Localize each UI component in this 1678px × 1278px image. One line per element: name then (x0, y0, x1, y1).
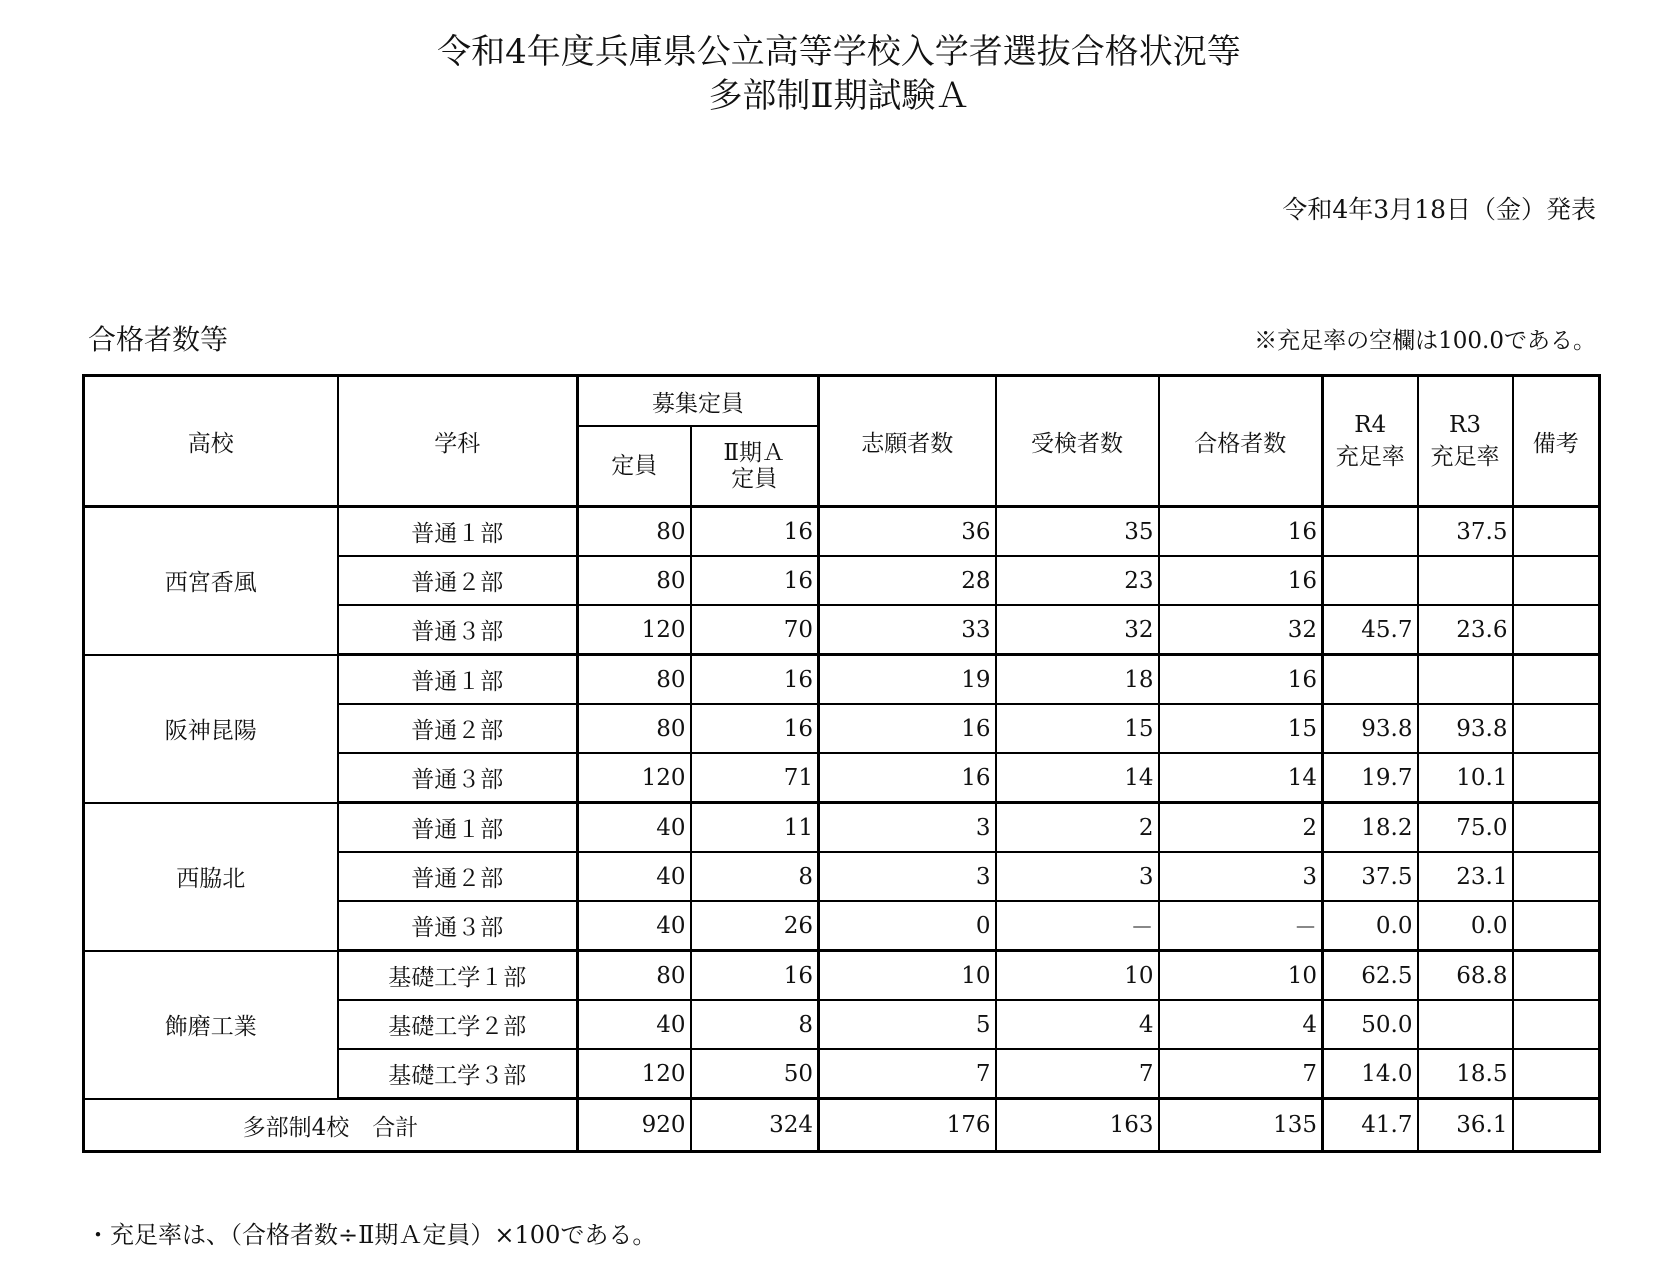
phase2a-cell: 16 (691, 704, 819, 753)
r4-rate-cell: 50.0 (1323, 1000, 1418, 1049)
phase2a-cell: 70 (691, 605, 819, 655)
examinees-cell: 15 (996, 704, 1159, 753)
total-r3-rate: 36.1 (1418, 1099, 1513, 1152)
r4-rate-cell: 18.2 (1323, 803, 1418, 853)
passed-cell: 15 (1159, 704, 1323, 753)
examinees-cell: 35 (996, 507, 1159, 557)
r3-rate-cell: 10.1 (1418, 753, 1513, 803)
capacity-cell: 120 (578, 605, 691, 655)
document-title (0, 30, 1678, 118)
applicants-cell: 3 (819, 803, 996, 853)
total-phase2a: 324 (691, 1099, 819, 1152)
examinees-cell: 7 (996, 1049, 1159, 1099)
applicants-cell: 28 (819, 556, 996, 605)
remarks-cell (1513, 753, 1600, 803)
r3-rate-cell: 37.5 (1418, 507, 1513, 557)
passed-cell: － (1159, 901, 1323, 951)
remarks-cell (1513, 605, 1600, 655)
blank-rate-note: ※充足率の空欄は100.0である。 (1254, 328, 1596, 354)
r3-rate-cell: 0.0 (1418, 901, 1513, 951)
course-cell: 普通３部 (338, 605, 578, 655)
header-remarks: 備考 (1513, 376, 1600, 507)
passed-cell: 16 (1159, 507, 1323, 557)
capacity-cell: 80 (578, 704, 691, 753)
r3-rate-cell: 23.6 (1418, 605, 1513, 655)
applicants-cell: 10 (819, 951, 996, 1001)
header-phase2a-line1: Ⅱ期Ａ (723, 440, 786, 466)
total-passed: 135 (1159, 1099, 1323, 1152)
total-applicants: 176 (819, 1099, 996, 1152)
phase2a-cell: 50 (691, 1049, 819, 1099)
r4-rate-cell: 14.0 (1323, 1049, 1418, 1099)
course-cell: 普通３部 (338, 901, 578, 951)
header-applicants: 志願者数 (819, 376, 996, 507)
remarks-cell (1513, 655, 1600, 705)
header-r4-rate-line2: 充足率 (1335, 443, 1405, 470)
r4-rate-cell: 45.7 (1323, 605, 1418, 655)
examinees-cell: 32 (996, 605, 1159, 655)
remarks-cell (1513, 556, 1600, 605)
table-row (84, 507, 1600, 557)
header-phase2a-capacity (691, 426, 819, 507)
header-passed: 合格者数 (1159, 376, 1323, 507)
table-row (84, 655, 1600, 705)
table-row (84, 803, 1600, 853)
header-school: 高校 (84, 376, 338, 507)
header-recruit-group: 募集定員 (578, 376, 819, 427)
course-cell: 普通１部 (338, 655, 578, 705)
title-line-1: 令和4年度兵庫県公立高等学校入学者選抜合格状況等 (437, 32, 1241, 72)
r3-rate-cell: 75.0 (1418, 803, 1513, 853)
r3-rate-cell (1418, 556, 1513, 605)
school-name: 西宮香風 (84, 507, 338, 655)
phase2a-cell: 71 (691, 753, 819, 803)
remarks-cell (1513, 803, 1600, 853)
examinees-cell: 2 (996, 803, 1159, 853)
r3-rate-cell: 18.5 (1418, 1049, 1513, 1099)
r3-rate-cell: 23.1 (1418, 852, 1513, 901)
section-title: 合格者数等 (88, 323, 229, 356)
phase2a-cell: 16 (691, 655, 819, 705)
passed-cell: 3 (1159, 852, 1323, 901)
capacity-cell: 80 (578, 655, 691, 705)
results-table-body (84, 507, 1600, 1152)
passed-cell: 4 (1159, 1000, 1323, 1049)
r3-rate-cell (1418, 655, 1513, 705)
remarks-cell (1513, 1049, 1600, 1099)
capacity-cell: 40 (578, 852, 691, 901)
r4-rate-cell: 37.5 (1323, 852, 1418, 901)
header-course: 学科 (338, 376, 578, 507)
applicants-cell: 3 (819, 852, 996, 901)
applicants-cell: 7 (819, 1049, 996, 1099)
applicants-cell: 16 (819, 704, 996, 753)
school-name: 西脇北 (84, 803, 338, 951)
capacity-cell: 120 (578, 753, 691, 803)
examinees-cell: 23 (996, 556, 1159, 605)
phase2a-cell: 8 (691, 852, 819, 901)
course-cell: 基礎工学３部 (338, 1049, 578, 1099)
course-cell: 基礎工学２部 (338, 1000, 578, 1049)
results-table (82, 374, 1601, 1153)
examinees-cell: 18 (996, 655, 1159, 705)
header-phase2a-line2: 定員 (731, 466, 778, 492)
school-name: 飾磨工業 (84, 951, 338, 1099)
course-cell: 普通１部 (338, 507, 578, 557)
examinees-cell: 14 (996, 753, 1159, 803)
examinees-cell: － (996, 901, 1159, 951)
r4-rate-cell: 0.0 (1323, 901, 1418, 951)
passed-cell: 7 (1159, 1049, 1323, 1099)
applicants-cell: 33 (819, 605, 996, 655)
r4-rate-cell (1323, 507, 1418, 557)
remarks-cell (1513, 1000, 1600, 1049)
examinees-cell: 10 (996, 951, 1159, 1001)
passed-cell: 2 (1159, 803, 1323, 853)
applicants-cell: 19 (819, 655, 996, 705)
phase2a-cell: 11 (691, 803, 819, 853)
phase2a-cell: 8 (691, 1000, 819, 1049)
header-capacity: 定員 (578, 426, 691, 507)
course-cell: 普通１部 (338, 803, 578, 853)
header-examinees: 受検者数 (996, 376, 1159, 507)
remarks-cell (1513, 901, 1600, 951)
header-r4-rate (1323, 376, 1418, 507)
r4-rate-cell: 93.8 (1323, 704, 1418, 753)
remarks-cell (1513, 507, 1600, 557)
capacity-cell: 80 (578, 556, 691, 605)
total-label: 多部制4校 合計 (84, 1099, 578, 1152)
capacity-cell: 40 (578, 901, 691, 951)
examinees-cell: 4 (996, 1000, 1159, 1049)
r4-rate-cell: 62.5 (1323, 951, 1418, 1001)
course-cell: 基礎工学１部 (338, 951, 578, 1001)
capacity-cell: 40 (578, 1000, 691, 1049)
total-remarks (1513, 1099, 1600, 1152)
r3-rate-cell: 93.8 (1418, 704, 1513, 753)
remarks-cell (1513, 852, 1600, 901)
passed-cell: 16 (1159, 556, 1323, 605)
passed-cell: 16 (1159, 655, 1323, 705)
r3-rate-cell: 68.8 (1418, 951, 1513, 1001)
passed-cell: 10 (1159, 951, 1323, 1001)
phase2a-cell: 16 (691, 951, 819, 1001)
r4-rate-cell: 19.7 (1323, 753, 1418, 803)
r3-rate-cell (1418, 1000, 1513, 1049)
r4-rate-cell (1323, 556, 1418, 605)
applicants-cell: 16 (819, 753, 996, 803)
total-capacity: 920 (578, 1099, 691, 1152)
rate-formula-footnote: ・充足率は、（合格者数÷Ⅱ期Ａ定員）×100である。 (86, 1221, 657, 1249)
course-cell: 普通３部 (338, 753, 578, 803)
header-r3-rate-line1: R3 (1449, 411, 1481, 438)
remarks-cell (1513, 951, 1600, 1001)
header-r3-rate (1418, 376, 1513, 507)
total-row (84, 1099, 1600, 1152)
total-examinees: 163 (996, 1099, 1159, 1152)
remarks-cell (1513, 704, 1600, 753)
total-r4-rate: 41.7 (1323, 1099, 1418, 1152)
header-r3-rate-line2: 充足率 (1430, 443, 1500, 470)
header-r4-rate-line1: R4 (1354, 411, 1387, 438)
school-name: 阪神昆陽 (84, 655, 338, 803)
capacity-cell: 80 (578, 507, 691, 557)
table-row (84, 951, 1600, 1001)
course-cell: 普通２部 (338, 556, 578, 605)
phase2a-cell: 16 (691, 507, 819, 557)
course-cell: 普通２部 (338, 704, 578, 753)
capacity-cell: 120 (578, 1049, 691, 1099)
title-line-2: 多部制Ⅱ期試験Ａ (708, 76, 970, 116)
examinees-cell: 3 (996, 852, 1159, 901)
passed-cell: 32 (1159, 605, 1323, 655)
announce-date: 令和4年3月18日（金）発表 (1282, 195, 1596, 224)
applicants-cell: 0 (819, 901, 996, 951)
applicants-cell: 5 (819, 1000, 996, 1049)
applicants-cell: 36 (819, 507, 996, 557)
course-cell: 普通２部 (338, 852, 578, 901)
r4-rate-cell (1323, 655, 1418, 705)
capacity-cell: 40 (578, 803, 691, 853)
phase2a-cell: 26 (691, 901, 819, 951)
phase2a-cell: 16 (691, 556, 819, 605)
capacity-cell: 80 (578, 951, 691, 1001)
passed-cell: 14 (1159, 753, 1323, 803)
